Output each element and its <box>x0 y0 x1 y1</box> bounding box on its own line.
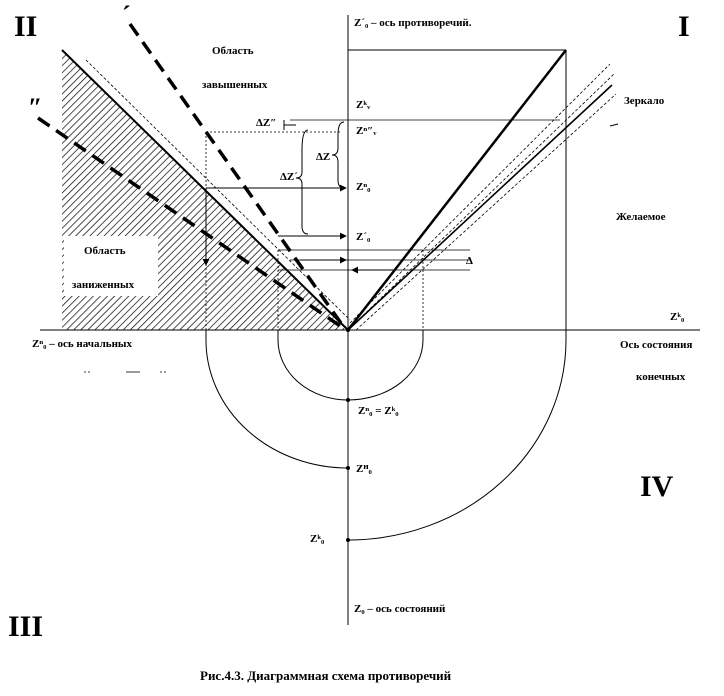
delta-label: Δ <box>466 255 473 267</box>
small-state-arc <box>278 330 423 400</box>
dz2-bracket <box>284 120 296 130</box>
mirror-line <box>348 85 612 330</box>
zk-v-label: Zᵏᵥ <box>356 99 371 111</box>
zn-eq-zk-label: Zⁿ₀ = Zᵏ₀ <box>358 405 399 417</box>
zn-eq-zk-point <box>346 398 350 402</box>
desired-dashed-line <box>356 94 616 330</box>
zh-point <box>346 466 350 470</box>
zn-v-label: Zⁿ″ᵥ <box>356 125 377 137</box>
states-axis-label: Z₀ – ось состояний <box>354 603 446 615</box>
contradiction-line <box>348 50 566 330</box>
large-state-arc <box>348 330 566 540</box>
final-states-axis-symbol: Zᵏ₀ <box>670 311 685 323</box>
zn-0-label: Zⁿ₀ <box>356 181 371 193</box>
zs-0-label: Z´₀ <box>356 231 371 243</box>
dz-label: ΔZ <box>316 151 331 163</box>
zh-0-label: Zᴴ₀ <box>356 463 372 475</box>
zk-0-label: Zᵏ₀ <box>310 533 325 545</box>
mirror-dashed-line-1 <box>350 64 610 323</box>
dz1-label: ΔZ´ <box>280 171 298 183</box>
lowered-region-label-1: Область <box>84 245 126 257</box>
zk-point <box>346 538 350 542</box>
mirror-tick <box>610 124 618 126</box>
desired-label: Желаемое <box>616 211 666 223</box>
quadrant-ii-label: II <box>14 10 38 43</box>
final-states-axis-label-1: Ось состояния <box>620 339 693 351</box>
raised-region-label-2: завышенных <box>202 79 268 91</box>
mirror-dashed-line-2 <box>352 74 614 326</box>
dz2-label: ΔZ″ <box>256 117 277 129</box>
initial-states-axis-label: Zⁿ₀ – ось начальных <box>32 338 133 350</box>
mid-state-arc <box>206 330 348 468</box>
quadrant-iv-label: IV <box>640 470 674 503</box>
mirror-label: Зеркало <box>624 95 665 107</box>
final-states-axis-label-2: конечных <box>636 371 686 383</box>
dz-bracket <box>332 122 344 188</box>
raised-region-label-1: Область <box>212 45 254 57</box>
quadrant-iii-label: III <box>8 610 44 643</box>
quadrant-i-label: I <box>678 10 690 43</box>
contradiction-axis-label: Z´₀ – ось противоречий. <box>354 17 472 29</box>
double-prime-mark: ″ <box>28 93 43 122</box>
origin-point <box>346 328 350 332</box>
lowered-region-label-2: заниженных <box>72 279 135 291</box>
single-prime-mark: ´ <box>122 1 131 30</box>
figure-caption: Рис.4.3. Диаграммная схема противоречий <box>200 668 452 683</box>
